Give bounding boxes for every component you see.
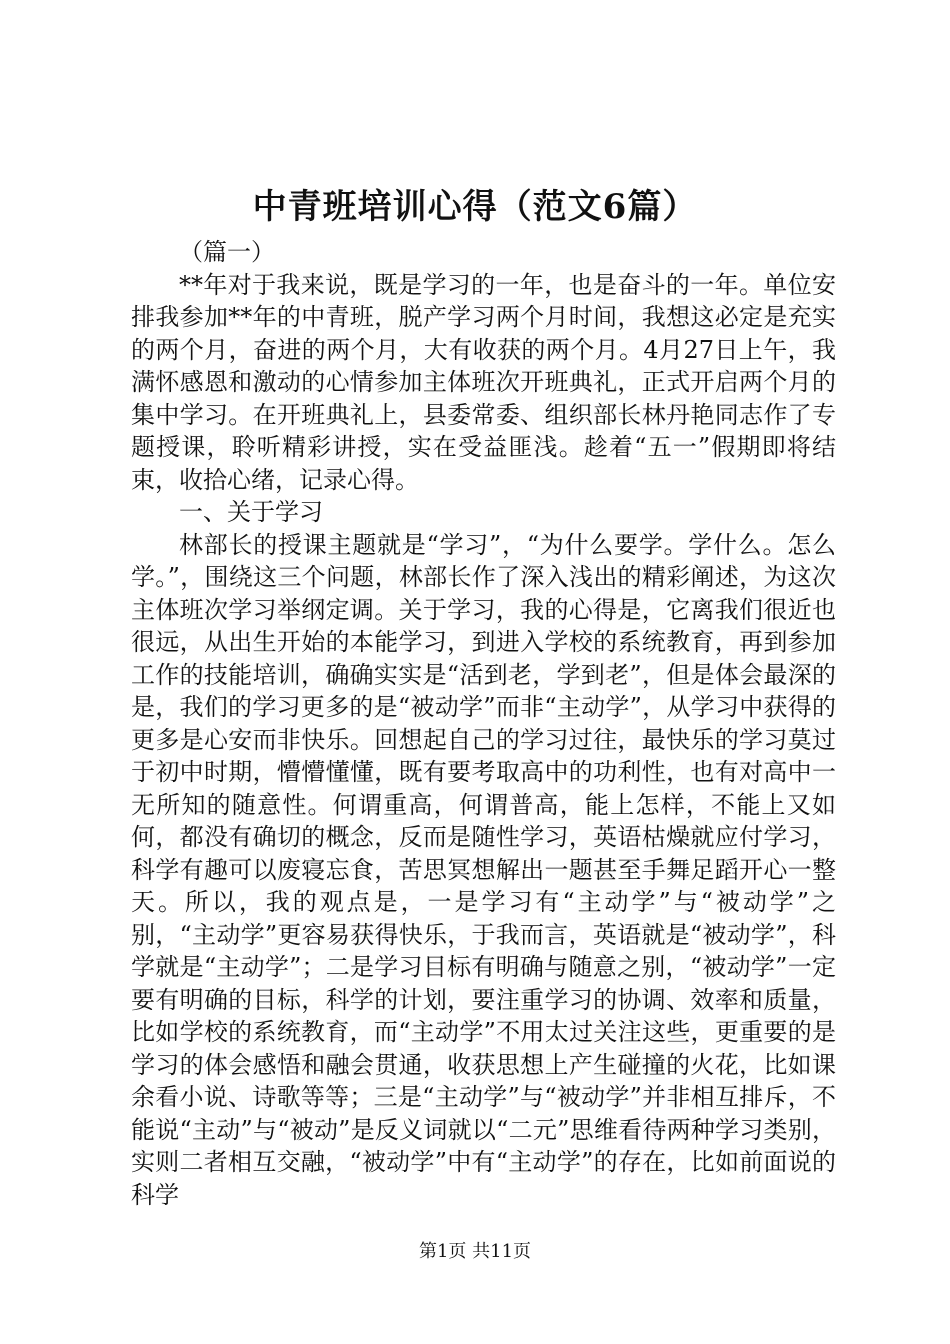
body-paragraph: 林部长的授课主题就是“学习”，“为什么要学。学什么。怎么学。”，围绕这三个问题，林部长作了深入浅出的精彩阐述，为这次主体班次学习举纲定调。关于学习，我的心得是，它离我们很近也很远，从出生开始的本能学习，到进入学校的系统教育，再到参加工作的技能培训，确确实实是“活到老，学到老”，但是体会最深的是，我们的学习更多的是“被动学”而非“主动学”，从学习中获得的更多是心安而非快乐。回想起自己的学习过往，最快乐的学习莫过于初中时期，懵懵懂懂，既有要考取高中的功利性，也有对高中一无所知的随意性。何谓重高，何谓普高，能上怎样，不能上又如何，都没有确切的概念，反而是随性学习，英语枯燥就应付学习，科学有趣可以废寝忘食，苦思冥想解出一题甚至手舞足蹈开心一整天。所以，我的观点是，一是学习有“主动学”与“被动学”之别，“主动学”更容易获得快乐，于我而言，英语就是“被动学”，科学就是“主动学”；二是学习目标有明确与随意之别，“被动学”一定要有明确的目标，科学的计划，要注重学习的协调、效率和质量，比如学校的系统教育，而“主动学”不用太过关注这些，更重要的是学习的体会感悟和融会贯通，收获思想上产生碰撞的火花，比如课余看小说、诗歌等等；三是“主动学”与“被动学”并非相互排斥，不能说“主动”与“被动”是反义词就以“二元”思维看待两种学习类别，实则二者相互交融，“被动学”中有“主动学”的存在，比如前面说的科学 bbox=[131, 530, 836, 1209]
section-heading: 一、关于学习 bbox=[179, 498, 323, 526]
document-title: 中青班培训心得（范文6篇） bbox=[252, 187, 698, 227]
document-body bbox=[131, 236, 836, 1211]
page-footer: 第1页 共11页 bbox=[418, 1241, 532, 1262]
section-marker: （篇一） bbox=[179, 238, 275, 266]
intro-paragraph: **年对于我来说，既是学习的一年，也是奋斗的一年。单位安排我参加**年的中青班，脱产学习两个月时间，我想这必定是充实的两个月，奋进的两个月，大有收获的两个月。4月27日上午，我满怀感恩和激动的心情参加主体班次开班典礼，正式开启两个月的集中学习。在开班典礼上，县委常委、组织部长林丹艳同志作了专题授课，聆听精彩讲授，实在受益匪浅。趁着“五一”假期即将结束，收拾心绪，记录心得。 bbox=[131, 270, 836, 494]
